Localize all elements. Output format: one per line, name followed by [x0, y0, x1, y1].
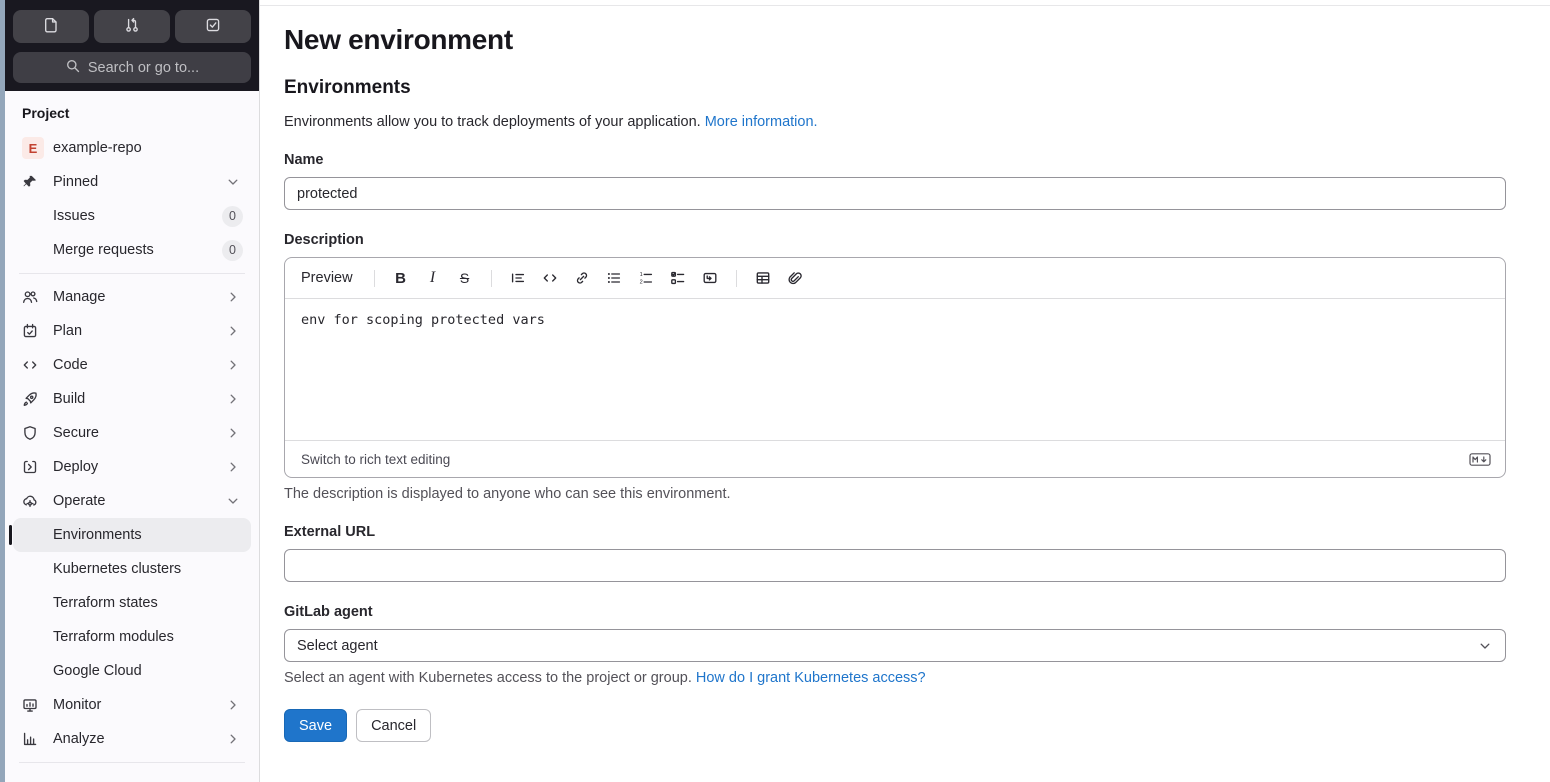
cancel-button[interactable]: Cancel [356, 709, 431, 742]
switch-to-rich-text-button[interactable]: Switch to rich text editing [301, 451, 451, 467]
code-icon [22, 357, 38, 373]
gitlab-agent-label: GitLab agent [284, 604, 373, 620]
issues-shortcut-button[interactable] [13, 10, 89, 43]
strikethrough-icon: S [459, 270, 470, 286]
chevron-down-icon [225, 174, 241, 190]
form-actions [284, 709, 1526, 742]
sidebar-item-google-cloud[interactable] [13, 654, 251, 688]
sidebar-item-label: Monitor [53, 697, 102, 713]
attach-file-button[interactable] [782, 265, 808, 291]
sidebar-item-secure[interactable] [13, 416, 251, 450]
sidebar-menu [5, 91, 259, 782]
deploy-icon [22, 459, 38, 475]
sidebar-item-code[interactable] [13, 348, 251, 382]
sidebar-item-label: Pinned [53, 174, 99, 190]
bullet-list-icon [606, 270, 622, 286]
sidebar-divider [19, 762, 245, 763]
sidebar-item-pinned[interactable] [13, 165, 251, 199]
markdown-editor [284, 257, 1506, 478]
shield-icon [22, 425, 38, 441]
attach-file-icon [787, 270, 803, 286]
toolbar-divider [491, 270, 492, 287]
analyze-icon [22, 731, 38, 747]
sidebar-item-label: Terraform states [53, 595, 158, 611]
sidebar [5, 0, 260, 782]
more-information-link[interactable]: More information. [704, 114, 818, 130]
markdown-toolbar [285, 258, 1505, 299]
sidebar-item-kubernetes-clusters[interactable] [13, 552, 251, 586]
save-button[interactable]: Save [284, 709, 347, 742]
italic-button[interactable] [420, 265, 446, 291]
sidebar-header-buttons [13, 10, 251, 43]
sidebar-item-label: Build [53, 391, 86, 407]
sidebar-item-analyze[interactable] [13, 722, 251, 756]
chevron-right-icon [225, 289, 241, 305]
sidebar-item-operate[interactable] [13, 484, 251, 518]
bullet-list-button[interactable] [601, 265, 627, 291]
agent-select-value: Select agent [297, 637, 378, 654]
preview-button[interactable]: Preview [301, 264, 361, 292]
code-button[interactable] [537, 265, 563, 291]
todo-shortcut-button[interactable] [175, 10, 251, 43]
project-avatar: E [22, 137, 44, 159]
chevron-right-icon [225, 425, 241, 441]
todo-icon [205, 17, 221, 36]
operate-icon [22, 493, 38, 509]
search-input[interactable] [13, 52, 251, 83]
project-section-label: Project [22, 105, 70, 121]
description-help-text: The description is displayed to anyone who can see this environment. [284, 486, 731, 502]
environments-section-title: Environments [284, 77, 411, 98]
sidebar-item-label: Deploy [53, 459, 99, 475]
agent-help-body: Select an agent with Kubernetes access to the project or group. [284, 670, 692, 686]
external-url-input[interactable] [284, 549, 1506, 582]
quote-icon [510, 270, 526, 286]
sidebar-item-label: Merge requests [53, 242, 154, 258]
chevron-right-icon [225, 323, 241, 339]
italic-icon: I [429, 269, 436, 286]
quote-button[interactable] [505, 265, 531, 291]
description-textarea[interactable] [285, 299, 1505, 440]
task-list-button[interactable] [665, 265, 691, 291]
sidebar-item-manage[interactable] [13, 280, 251, 314]
chevron-right-icon [225, 459, 241, 475]
link-icon [574, 270, 590, 286]
sidebar-item-monitor[interactable] [13, 688, 251, 722]
sidebar-item-merge-requests[interactable] [13, 233, 251, 267]
sidebar-item-deploy[interactable] [13, 450, 251, 484]
strikethrough-button[interactable] [452, 265, 478, 291]
external-url-label: External URL [284, 524, 376, 540]
task-list-icon [670, 270, 686, 286]
sidebar-item-label: Secure [53, 425, 99, 441]
issues-icon [43, 17, 59, 36]
chevron-right-icon [225, 357, 241, 373]
sidebar-item-label: Kubernetes clusters [53, 561, 182, 577]
search-icon [65, 58, 81, 78]
sidebar-item-label: Code [53, 357, 88, 373]
sidebar-item-label: Issues [53, 208, 95, 224]
toolbar-divider [374, 270, 375, 287]
table-icon [755, 270, 771, 286]
users-icon [22, 289, 38, 305]
intro-text-body: Environments allow you to track deployments of your application. [284, 114, 701, 130]
count-badge: 0 [222, 206, 243, 227]
sidebar-item-label: Terraform modules [53, 629, 174, 645]
sidebar-header [5, 0, 259, 91]
svg-text:2: 2 [639, 279, 643, 286]
merge-request-shortcut-button[interactable] [94, 10, 170, 43]
sidebar-items [13, 165, 251, 763]
sidebar-item-environments[interactable] [13, 518, 251, 552]
sidebar-item-issues[interactable] [13, 199, 251, 233]
project-name: example-repo [53, 140, 142, 156]
bold-button[interactable] [388, 265, 414, 291]
merge-request-icon [124, 17, 140, 36]
table-button[interactable] [750, 265, 776, 291]
page-title: New environment [284, 24, 513, 55]
sidebar-item-label: Google Cloud [53, 663, 142, 679]
sidebar-item-build[interactable] [13, 382, 251, 416]
intro-text [284, 114, 1526, 130]
agent-select[interactable] [284, 629, 1506, 662]
rocket-icon [22, 391, 38, 407]
svg-text:1: 1 [639, 272, 643, 278]
code-icon [542, 270, 558, 286]
description-label: Description [284, 232, 364, 248]
name-input[interactable] [284, 177, 1506, 210]
sidebar-item-label: Analyze [53, 731, 105, 747]
sidebar-item-terraform-states[interactable] [13, 586, 251, 620]
kubernetes-access-link[interactable]: How do I grant Kubernetes access? [695, 670, 926, 686]
search-placeholder: Search or go to... [87, 59, 200, 76]
agent-help-text [284, 670, 1506, 686]
numbered-list-icon [638, 270, 654, 286]
sidebar-item-plan[interactable] [13, 314, 251, 348]
collapsible-section-button[interactable] [697, 265, 723, 291]
bold-icon: B [395, 269, 406, 287]
link-button[interactable] [569, 265, 595, 291]
sidebar-item-label: Plan [53, 323, 83, 339]
toolbar-divider [736, 270, 737, 287]
collapsible-section-icon [702, 270, 718, 286]
calendar-icon [22, 323, 38, 339]
sidebar-divider [19, 273, 245, 274]
markdown-editor-footer [285, 440, 1505, 477]
chevron-right-icon [225, 697, 241, 713]
name-label: Name [284, 152, 324, 168]
sidebar-item-label: Manage [53, 289, 106, 305]
chevron-right-icon [225, 391, 241, 407]
sidebar-item-terraform-modules[interactable] [13, 620, 251, 654]
sidebar-item-label: Operate [53, 493, 106, 509]
chevron-right-icon [225, 731, 241, 747]
chevron-down-icon [1477, 638, 1493, 654]
numbered-list-button[interactable] [633, 265, 659, 291]
main-content [260, 0, 1550, 782]
sidebar-item-label: Environments [53, 527, 142, 543]
monitor-icon [22, 697, 38, 713]
count-badge: 0 [222, 240, 243, 261]
sidebar-item-example-repo[interactable] [13, 131, 251, 165]
toolbar-icon-groups [388, 265, 808, 291]
chevron-down-icon [225, 493, 241, 509]
markdown-icon [1469, 451, 1491, 467]
pin-icon [22, 174, 38, 190]
